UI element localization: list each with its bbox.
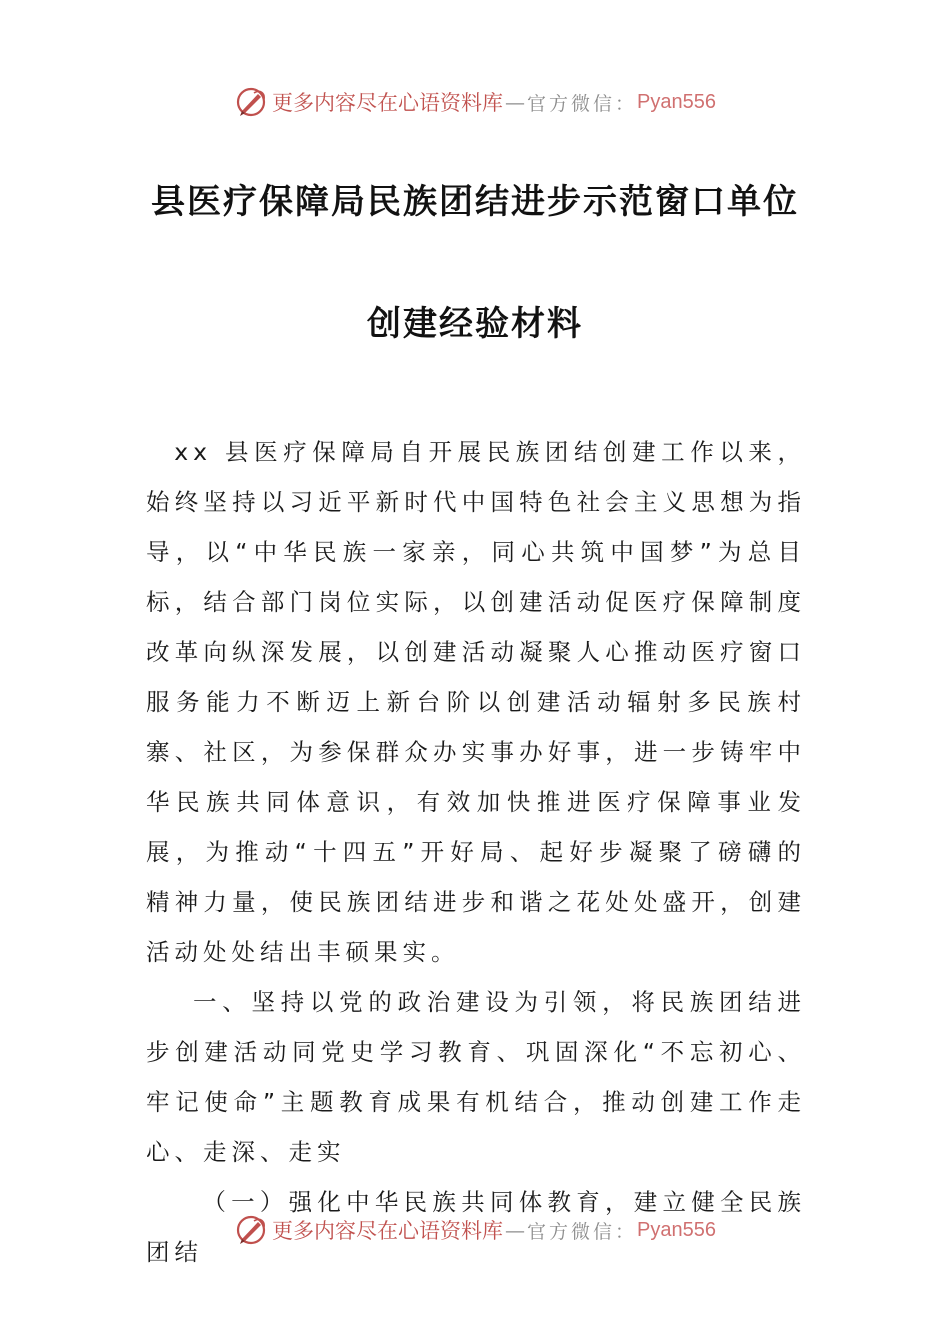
banner-brand-text: 更多内容尽在心语资料库 [272, 1219, 503, 1243]
banner-dash: — [505, 1218, 525, 1242]
document-title-line1: 县医疗保障局民族团结进步示范窗口单位 [151, 182, 799, 222]
banner-official-label: 官方微信： [527, 1220, 638, 1243]
document-body [146, 427, 806, 1277]
header-watermark-banner [0, 82, 950, 122]
footer-watermark-banner [0, 1210, 950, 1250]
banner-official-label: 官方微信： [527, 92, 638, 115]
banner-brand-text: 更多内容尽在心语资料库 [272, 91, 503, 115]
body-paragraph: 一、坚持以党的政治建设为引领，将民族团结进步创建活动同党史学习教育、巩固深化“不忘初心、牢记使命”主题教育成果有机结合，推动创建工作走心、走深、走实 [146, 988, 806, 1166]
banner-wechat-id: Pyan556 [637, 1218, 716, 1241]
banner-wechat-id: Pyan556 [637, 90, 716, 113]
banner-dash: — [505, 90, 525, 114]
body-paragraph: （一）强化中华民族共同体教育，建立健全民族团结 [146, 1188, 806, 1266]
body-paragraph: xx 县医疗保障局自开展民族团结创建工作以来，始终坚持以习近平新时代中国特色社会主义思想为指导，以“中华民族一家亲，同心共筑中国梦”为总目标，结合部门岗位实际，以创建活动促医疗保障制度改革向纵深发展，以创建活动凝聚人心推动医疗窗口服务能力不断迈上新台阶以创建活动辐射多民族村寨、社区，为参保群众办实事办好事，进一步铸牢中华民族共同体意识，有效加快推进医疗保障事业发展，为推动“十四五”开好局、起好步凝聚了磅礴的精神力量，使民族团结进步和谐之花处处盛开，创建活动处处结出丰硕果实。 [146, 438, 806, 966]
document-title-line2: 创建经验材料 [367, 304, 583, 344]
pen-logo-icon [234, 85, 268, 119]
pen-logo-icon [234, 1213, 268, 1247]
